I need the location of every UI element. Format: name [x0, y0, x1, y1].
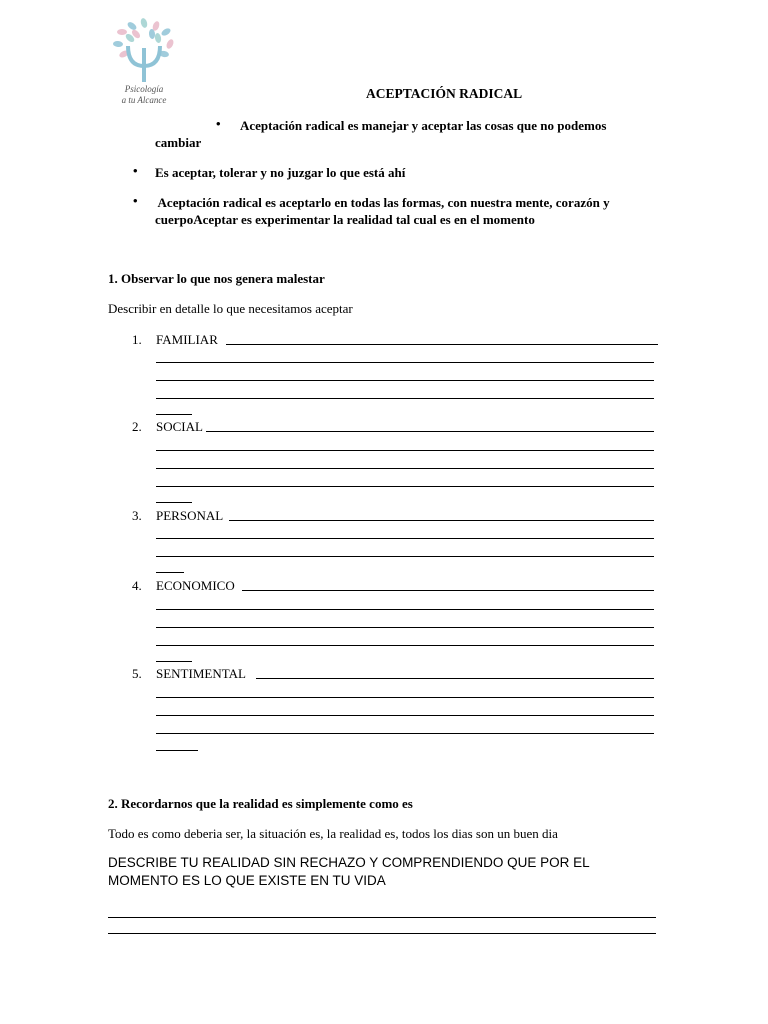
answer-line[interactable] — [156, 661, 192, 662]
answer-line[interactable] — [156, 556, 654, 557]
item-number: 5. — [132, 666, 142, 681]
answer-line[interactable] — [108, 917, 656, 918]
answer-line[interactable] — [156, 502, 192, 503]
section2-heading: 2. Recordarnos que la realidad es simplemente como es — [108, 796, 413, 811]
answer-line[interactable] — [156, 450, 654, 451]
answer-line[interactable] — [156, 486, 654, 487]
answer-line[interactable] — [156, 414, 192, 415]
bullet-3-line2: cuerpoAceptar es experimentar la realidad tal cual es en el momento — [155, 212, 535, 227]
answer-line[interactable] — [226, 344, 658, 345]
answer-line[interactable] — [156, 538, 654, 539]
answer-line[interactable] — [156, 572, 184, 573]
bullet-icon: • — [133, 193, 138, 208]
answer-line[interactable] — [156, 468, 654, 469]
item-number: 2. — [132, 419, 142, 434]
tree-logo-icon — [104, 18, 184, 88]
section1-subtitle: Describir en detalle lo que necesitamos aceptar — [108, 301, 353, 316]
item-number: 1. — [132, 332, 142, 347]
item-label-economico: ECONOMICO — [156, 578, 235, 593]
item-label-personal: PERSONAL — [156, 508, 224, 523]
answer-line[interactable] — [156, 627, 654, 628]
bullet-2-line1: Es aceptar, tolerar y no juzgar lo que está ahí — [155, 165, 406, 180]
section2-prompt-line2: MOMENTO ES LO QUE EXISTE EN TU VIDA — [108, 873, 386, 888]
item-label-familiar: FAMILIAR — [156, 332, 218, 347]
item-label-sentimental: SENTIMENTAL — [156, 666, 246, 681]
logo-text-line1: Psicología — [124, 84, 164, 94]
answer-line[interactable] — [206, 431, 654, 432]
answer-line[interactable] — [242, 590, 654, 591]
answer-line[interactable] — [108, 933, 656, 934]
answer-line[interactable] — [156, 398, 654, 399]
answer-line[interactable] — [156, 715, 654, 716]
answer-line[interactable] — [156, 380, 654, 381]
answer-line[interactable] — [156, 750, 198, 751]
item-label-social: SOCIAL — [156, 419, 203, 434]
bullet-1-line2: cambiar — [155, 135, 202, 150]
page-title: ACEPTACIÓN RADICAL — [366, 86, 523, 101]
item-number: 3. — [132, 508, 142, 523]
item-number: 4. — [132, 578, 142, 593]
answer-line[interactable] — [156, 733, 654, 734]
answer-line[interactable] — [156, 645, 654, 646]
bullet-1-line1: Aceptación radical es manejar y aceptar las cosas que no podemos — [240, 118, 607, 133]
section2-subtitle: Todo es como deberia ser, la situación es, la realidad es, todos los dias son un buen dia — [108, 826, 558, 841]
logo — [104, 18, 184, 106]
answer-line[interactable] — [229, 520, 654, 521]
answer-line[interactable] — [156, 697, 654, 698]
bullet-icon: • — [216, 116, 221, 131]
answer-line[interactable] — [256, 678, 654, 679]
bullet-3-line1: Aceptación radical es aceptarlo en todas las formas, con nuestra mente, corazón y — [155, 195, 610, 210]
answer-line[interactable] — [156, 609, 654, 610]
section1-heading: 1. Observar lo que nos genera malestar — [108, 271, 325, 286]
logo-text-line2: a tu Alcance — [121, 95, 167, 105]
bullet-icon: • — [133, 163, 138, 178]
section2-prompt-line1: DESCRIBE TU REALIDAD SIN RECHAZO Y COMPRENDIENDO QUE POR EL — [108, 855, 590, 870]
answer-line[interactable] — [156, 362, 654, 363]
